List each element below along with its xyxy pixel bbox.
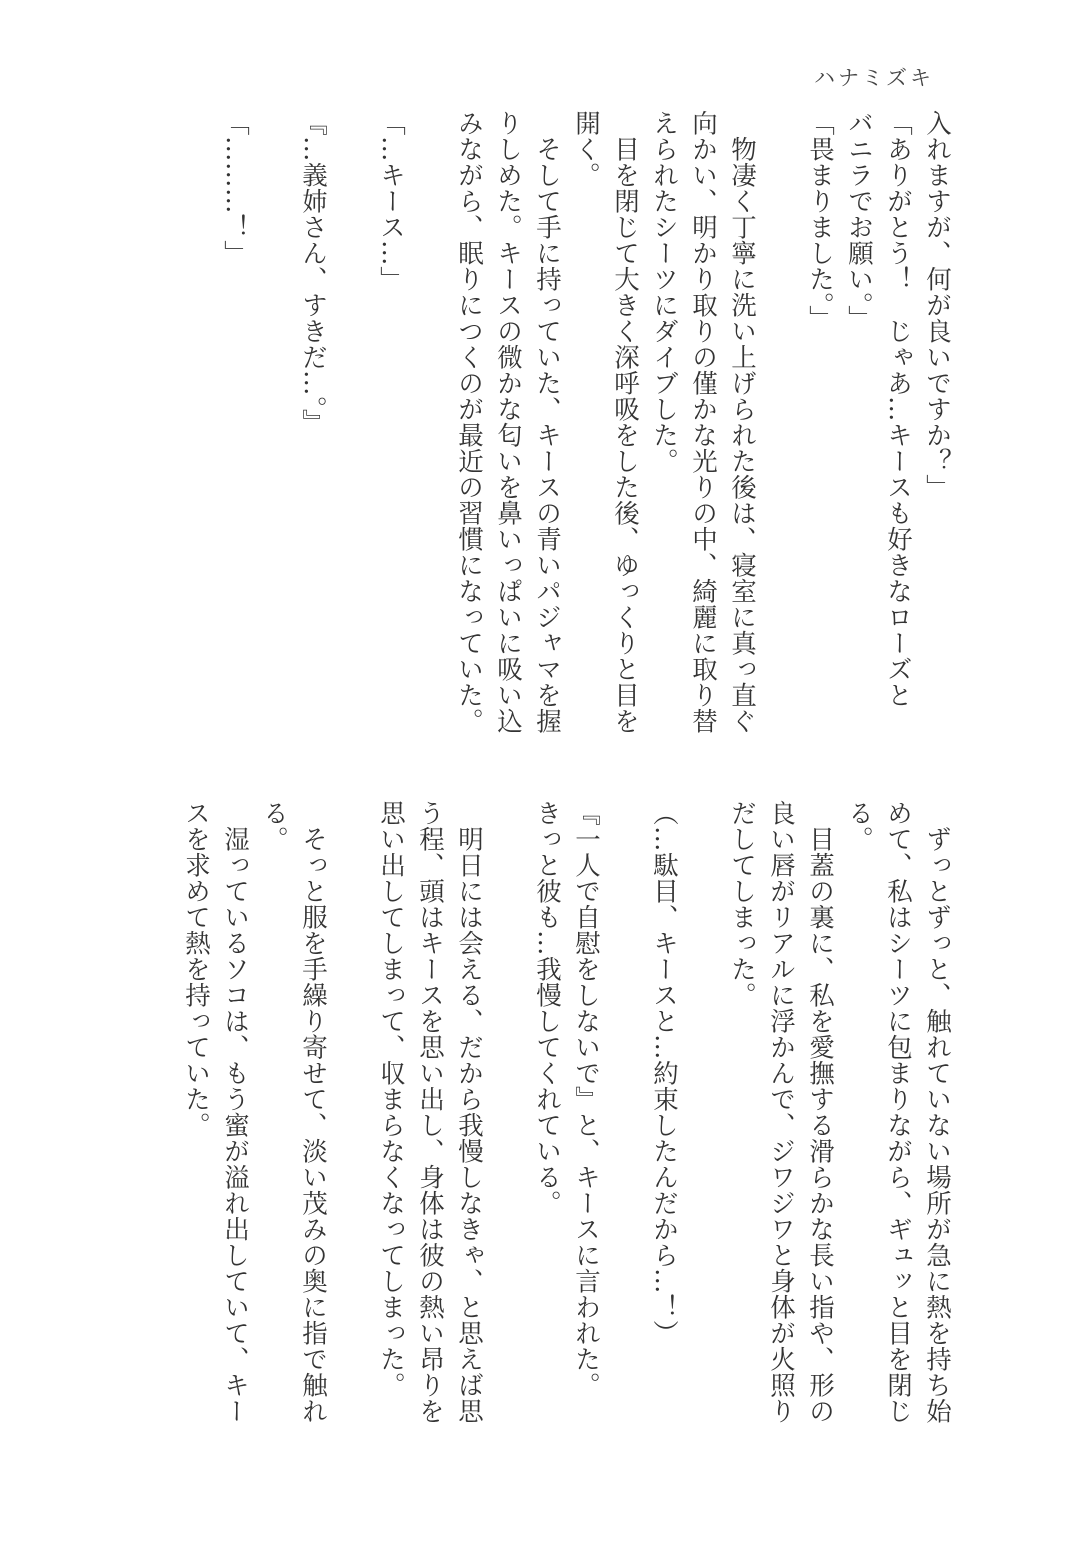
text-line: 良い唇がリアルに浮かんで、ジワジワと身体が火照り (766, 800, 796, 1424)
text-line (683, 800, 722, 1460)
text-line: りしめた。キースの微かな匂いを鼻いっぱいに吸い込 (493, 110, 523, 734)
text-line: 「…キース…」 (376, 110, 406, 292)
text-line: 『…義姉さん、すきだ…。』 (298, 110, 328, 436)
text-line: スを求めて熱を持っていた。 (181, 800, 211, 1138)
text-line: 開く。 (571, 110, 601, 188)
text-line: そっと服を手繰り寄せて、淡い茂みの奥に指で触れ (298, 800, 328, 1424)
text-line: 向かい、明かり取りの僅かな光りの中、綺麗に取り替 (688, 110, 718, 734)
text-line (605, 800, 644, 1460)
text-block-upper (215, 110, 956, 770)
running-header: ハナミズキ (814, 66, 934, 90)
text-line: 「………！」 (220, 110, 250, 266)
text-line (254, 110, 293, 770)
text-line: 明日には会える、だから我慢しなきゃ、と思えば思 (454, 800, 484, 1424)
text-line: 『一人で自慰をしないで』と、キースに言われた。 (571, 800, 601, 1398)
text-line (410, 110, 449, 770)
text-line: 「畏まりました。」 (805, 110, 835, 332)
text-line: バニラでお願い。」 (844, 110, 874, 332)
text-line: 「ありがとう！ じゃあ…キースも好きなローズと (883, 110, 913, 708)
text-block-lower (176, 800, 956, 1460)
text-line: 入れますが、何が良いですか？」 (922, 110, 952, 500)
text-line: みながら、眠りにつくのが最近の習慣になっていた。 (454, 110, 484, 734)
text-line: う程、頭はキースを思い出し、身体は彼の熱い昂りを (415, 800, 445, 1424)
text-line: 目を閉じて大きく深呼吸をした後、ゆっくりと目を (610, 110, 640, 734)
text-line: 思い出してしまって、収まらなくなってしまった。 (376, 800, 406, 1398)
text-line (332, 110, 371, 770)
text-line: だしてしまった。 (727, 800, 757, 1008)
text-line: めて、私はシーツに包まりながら、ギュッと目を閉じ (883, 800, 913, 1424)
text-line: そして手に持っていた、キースの青いパジャマを握 (532, 110, 562, 734)
text-line: 目蓋の裏に、私を愛撫する滑らかな長い指や、形の (805, 800, 835, 1424)
text-line: る。 (844, 800, 874, 852)
text-line: ずっとずっと、触れていない場所が急に熱を持ち始 (922, 800, 952, 1424)
text-line: 湿っているソコは、もう蜜が溢れ出していて、キー (220, 800, 250, 1424)
text-line: きっと彼も…我慢してくれている。 (532, 800, 562, 1216)
text-line (488, 800, 527, 1460)
text-line: 物凄く丁寧に洗い上げられた後は、寝室に真っ直ぐ (727, 110, 757, 734)
text-line: えられたシーツにダイブした。 (649, 110, 679, 474)
text-line: （…駄目、キースと…約束したんだから…！） (649, 800, 679, 1346)
text-line (332, 800, 371, 1460)
text-line (761, 110, 800, 770)
text-line: る。 (259, 800, 289, 852)
